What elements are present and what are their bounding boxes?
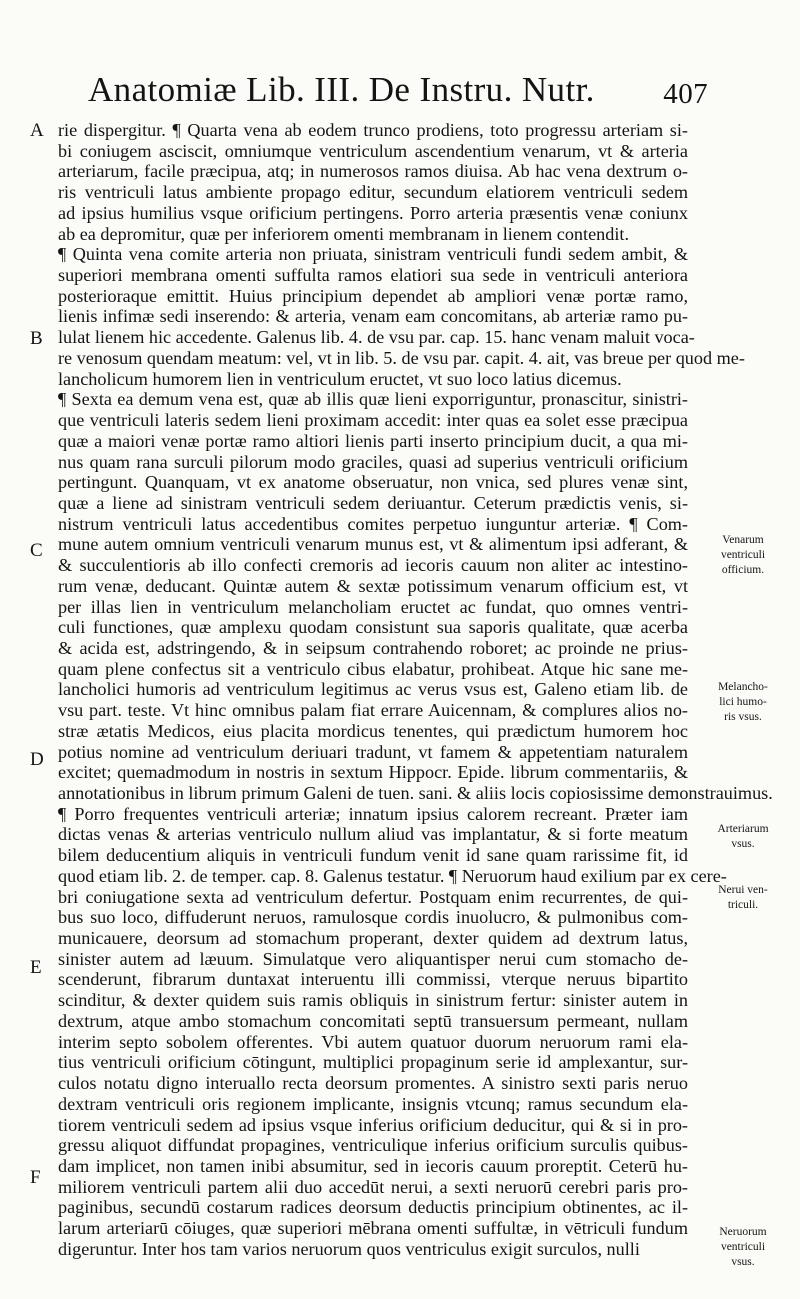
text-line: larum arteriarū cōiuges, quæ superiori mēbrana omenti suffultæ, in vētriculi fundum — [58, 1218, 688, 1239]
text-line: dictas venas & arterias ventriculo nullum aliud vas implantatur, & si forte meatum — [58, 824, 688, 845]
text-line: digeruntur. Inter hos tam varios neruorum quos ventriculus exigit surculos, nulli — [58, 1238, 640, 1259]
running-header — [88, 68, 708, 112]
text-line: ¶ Quinta vena comite arteria non priuata, sinistram ventriculi fundi sedem ambit, & — [58, 244, 688, 265]
text-line: posterioraque emittit. Huius principium dependet ab ampliori venæ portæ ramo, — [58, 285, 688, 306]
text-line: vsu part. teste. Vt hinc omnibus palam fiat errare Auicennam, & complures alios no- — [58, 700, 688, 721]
margin-note-line: vsus. — [731, 1256, 755, 1268]
section-letter-c: C — [30, 540, 43, 561]
margin-note-line: lici humo- — [719, 696, 767, 708]
section-letter-e: E — [30, 957, 42, 978]
section-letter-b: B — [30, 328, 43, 349]
text-line: mune autem omnium ventriculi venarum munus est, vt & alimentum ipsi adferant, & — [58, 534, 688, 555]
text-line: & acida est, adstringendo, & in seipsum contrahendo roboret; ac proinde ne prius- — [58, 637, 688, 658]
margin-note-line: Venarum — [722, 534, 764, 546]
margin-note-neruorum — [697, 1225, 789, 1270]
text-line: & succulentioris ab illo confecti cremoris ad iecoris cauum non aliter ac intestino- — [58, 555, 688, 576]
text-line: municauere, deorsum ad stomachum properant, dexter quidem ad dextrum latus, — [58, 928, 688, 949]
margin-note-line: Melancho- — [718, 681, 768, 693]
text-line: interim septo sobolem offerentes. Vbi autem quatuor duorum neruorum rami ela- — [58, 1031, 688, 1052]
text-line: rum venæ, deducant. Quintæ autem & sextæ potissimum venarum officium est, vt — [58, 575, 688, 596]
margin-note-line: Nerui ven- — [718, 884, 768, 896]
margin-note-venarum — [697, 533, 789, 578]
text-line: sinister autem ad læuum. Simulatque vero aliquantisper nerui cum stomacho de- — [58, 948, 688, 969]
text-line: superiori membrana omenti suffulta ramos elatiori sua sede in ventriculi anteriora — [58, 265, 688, 286]
margin-note-nerui — [697, 883, 789, 913]
text-line: dextrum, atque ambo stomachum concomitati septū transuersum permeant, nullam — [58, 1010, 688, 1031]
section-letter-a: A — [30, 120, 44, 141]
text-line: tius ventriculi orificium cōtingunt, multiplici propaginum serie id amplexantur, sur- — [58, 1052, 688, 1073]
margin-note-arteriarum — [697, 822, 789, 852]
text-line: quam plene confectus sit a ventriculo cibus elabatur, prohibeat. Atque hic sane me- — [58, 658, 688, 679]
text-line: annotationibus in librum primum Galeni de tuen. sani. & aliis locis copiosissime demonstrauimus. — [58, 783, 773, 803]
text-line: excitet; quemadmodum in nostris in sextum Hippocr. Epide. librum commentariis, & — [58, 762, 688, 783]
text-line: miliorem ventriculi partem alii duo accedūt nerui, a sexti neruorū cerebri paris pro- — [58, 1176, 688, 1197]
text-line: quod etiam lib. 2. de temper. cap. 8. Galenus testatur. ¶ Neruorum haud exilium par ex cere- — [58, 865, 727, 886]
text-line: quæ a liene ad sinistram ventriculi sedem deriuantur. Ceterum prædictis venis, si- — [58, 492, 688, 513]
text-line: bus suo loco, diffuderunt neruos, ramulosque cordis inuolucro, & pulmonibus com- — [58, 907, 688, 928]
text-line: lulat lienem hic accedente. Galenus lib. 4. de vsu par. cap. 15. hanc venam maluit voca- — [58, 327, 695, 348]
margin-note-line: vsus. — [731, 838, 755, 850]
section-letter-d: D — [30, 749, 44, 770]
text-line: rie dispergitur. ¶ Quarta vena ab eodem trunco prodiens, toto progressu arteriam si- — [58, 120, 688, 140]
text-line: arteriarum, facile præcipua, atq; in numerosos ramos diuisa. Ab hac vena dextrum o- — [58, 161, 688, 182]
text-line: pertingunt. Quanquam, vt ex anatome obseruatur, non vnica, sed plures venæ sint, — [58, 472, 688, 493]
text-line: que ventriculi lateris sedem lieni proximam accedit: inter quas ea solet esse præcipua — [58, 410, 688, 431]
text-line: stræ ætatis Medicos, eius placita mordicus tenentes, qui prædictum humorem hoc — [58, 720, 688, 741]
text-line: lancholicum humorem lien in ventriculum eructet, vt suo loco latius dicemus. — [58, 368, 622, 389]
margin-note-line: Neruorum — [719, 1226, 767, 1238]
text-line: scenderunt, fibrarum duntaxat interuentu illi commissi, vterque neruus bipartito — [58, 969, 688, 990]
text-line: ¶ Porro frequentes ventriculi arteriæ; innatum ipsius calorem recreant. Præter iam — [58, 803, 688, 824]
text-line: culi functiones, quæ amplexu quodam consistunt sua saporis qualitate, quæ acerba — [58, 617, 688, 638]
text-line: nus quam rana surculi pilorum modo graciles, quasi ad superius ventriculi orificium — [58, 451, 688, 472]
text-line: ad ipsius humilius vsque orificium pertingens. Porro arteria præsentis venæ coniunx — [58, 202, 688, 223]
text-line: scinditur, & dexter quidem suis ramis obliquis in sinistrum fertur: sinister autem in — [58, 990, 688, 1011]
section-letter-f: F — [30, 1167, 41, 1188]
text-line: lancholici humoris ad ventriculum legitimus ac verus vsus est, Galeno etiam lib. de — [58, 679, 688, 700]
text-line: ¶ Sexta ea demum vena est, quæ ab illis quæ lieni exporriguntur, pronascitur, sinistri- — [58, 389, 688, 410]
margin-note-melancholici — [697, 680, 789, 725]
margin-note-line: Arteriarum — [717, 823, 769, 835]
text-line: bi coniugem asciscit, omniumque ventriculum ascendentium venarum, vt & arteria — [58, 140, 688, 161]
text-line: dam implicet, non tamen inibi absumitur, sed in iecoris cauum proreptit. Ceterū hu- — [58, 1155, 688, 1176]
text-line: bri coniugatione sexta ad ventriculum defertur. Postquam enim recurrentes, de qui- — [58, 886, 688, 907]
text-line: quæ a maiori venæ portæ ramo altiori lienis parti inserto principium ducit, a qua mi- — [58, 430, 688, 451]
page-number: 407 — [663, 78, 708, 110]
margin-note-line: ris vsus. — [724, 711, 762, 723]
text-line: dextram ventriculi oris regionem implicante, insignis vtcunq; ramus secundum ela- — [58, 1093, 688, 1114]
text-line: culos notatu digno interuallo recta deorsum promentes. A sinistro sexti paris neruo — [58, 1073, 688, 1094]
text-line: bilem deducentium aliquis in ventriculi fundum venit id sane quam rarissime fit, id — [58, 845, 688, 866]
text-line: ab ea depromitur, quæ per inferiorem omenti membranam in lienem contendit. — [58, 223, 629, 244]
margin-note-line: triculi. — [727, 899, 759, 911]
running-title: Anatomiæ Lib. III. De Instru. Nutr. — [88, 70, 595, 109]
text-line: per illas lien in ventriculum melancholiam eructet ac fundat, quo omnes ventri- — [58, 596, 688, 617]
text-line: potius nomine ad ventriculum deriuari tradunt, vt famem & appetentiam naturalem — [58, 741, 688, 762]
text-line: gressu aliquot diffundat propagines, ventriculique inferius orificium surculis quibus- — [58, 1135, 688, 1156]
margin-note-line: officium. — [721, 564, 765, 576]
text-line: lienis infimæ sedi inserendo: & arteria, venam eam concomitans, ab arteriæ ramo pu- — [58, 306, 688, 327]
text-line: nistrum ventriculi latus accedentibus comites perpetuo iunguntur arteriæ. ¶ Com- — [58, 513, 688, 534]
text-line: paginibus, secundū costarum radices deorsum deductis principium obtinentes, ac il- — [58, 1197, 688, 1218]
margin-note-line: ventriculi — [720, 549, 766, 561]
text-line: tiorem ventriculi sedem ad ipsius vsque inferius orificium deducitur, qui & si in pro- — [58, 1114, 688, 1135]
text-line: re venosum quendam meatum: vel, vt in lib. 5. de vsu par. capit. 4. ait, vas breue per quod me- — [58, 347, 745, 368]
text-line: ris ventriculi latus ambiente propago editur, secundum elatiorem ventriculi sedem — [58, 182, 688, 203]
margin-note-line: ventriculi — [720, 1241, 766, 1253]
